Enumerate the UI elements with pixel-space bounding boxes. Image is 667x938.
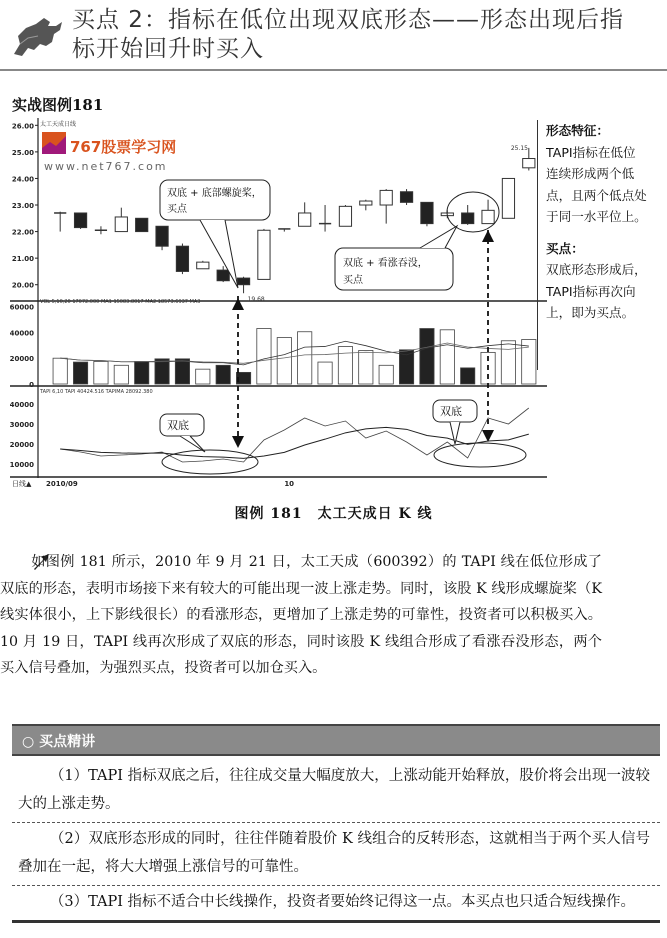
svg-text:双底 + 底部螺旋桨，: 双底 + 底部螺旋桨，: [167, 188, 262, 199]
svg-text:10000: 10000: [10, 461, 34, 469]
svg-text:21.00: 21.00: [11, 255, 34, 264]
svg-text:20.00: 20.00: [11, 281, 34, 290]
svg-text:26.00: 26.00: [11, 122, 34, 131]
svg-text:TAPI 6,10 TAPI 40424.516 TAPIM: TAPI 6,10 TAPI 40424.516 TAPIMA 28092.380: [40, 389, 153, 395]
svg-text:767股票学习网: 767股票学习网: [70, 138, 177, 156]
buy-line: 上，即为买点。: [546, 305, 635, 320]
page-header: [0, 0, 667, 72]
buy-title: 买点：: [546, 240, 584, 256]
point-item: （2）双底形态形成的同时，往往伴随着股价 K 线组合的反转形态，这就相当于两个买人信号叠加在一起，将大大增强上涨信号的可靠性。: [12, 823, 660, 886]
feature-line: 于同一水平位上。: [546, 209, 647, 224]
svg-text:日线▲: 日线▲: [12, 480, 32, 488]
title-line-2: 标开始回升时买入: [72, 36, 264, 62]
section-title: ○ 买点精讲: [22, 734, 96, 750]
case-title: 实战图例181: [12, 96, 104, 114]
svg-text:VOL 5,10,20 17072.000 MA1 1508: VOL 5,10,20 17072.000 MA1 15083.8017 MA2 18573.6937 MA3: [40, 299, 201, 305]
feature-title: 形态特征：: [546, 123, 609, 138]
figure-caption: 图例 181 太工天成日 K 线: [234, 506, 433, 522]
svg-text:24.00: 24.00: [11, 175, 34, 184]
page-title: [72, 6, 662, 64]
svg-text:20000: 20000: [10, 441, 34, 449]
point-item: （1）TAPI 指标双底之后，往往成交量大幅度放大，上涨动能开始释放，股价将会出现一波较大的上涨走势。: [12, 760, 660, 823]
svg-text:25.15: 25.15: [510, 144, 528, 152]
feature-line: TAPI指标在低位: [546, 144, 636, 160]
svg-text:30000: 30000: [10, 421, 34, 429]
header-divider: [0, 69, 667, 71]
svg-text:23.00: 23.00: [11, 202, 34, 211]
bull-icon: [10, 14, 66, 60]
svg-text:60000: 60000: [10, 303, 34, 312]
body-paragraph: 如图例 181 所示，2010 年 9 月 21 日，太工天成（600392）的 TAPI 线在低位形成了双底的形态，表明市场接下来有较大的可能出现一波上涨走势。同时，该股 K 线形成螺旋桨（K 线实体很小，上下影线很长）的看涨形态，更增加了上涨走势的可靠性，投资者可以积极买入。10 月 19 日，TAPI 线再次形成了双底的形态，同时该股 K 线组合形成了看涨吞没形态，两个买入信号叠加，为强烈买点，投资者可以加仓买入。: [0, 554, 602, 676]
svg-text:0: 0: [29, 381, 34, 389]
points-list: [12, 760, 660, 923]
svg-text:2010/09: 2010/09: [46, 480, 78, 488]
buy-line: TAPI指标再次向: [546, 283, 636, 299]
svg-text:双底: 双底: [440, 405, 462, 418]
title-line-1: 买点 2：指标在低位出现双底形态——形态出现后指: [72, 7, 624, 33]
svg-text:40000: 40000: [10, 329, 34, 338]
svg-text:双底 + 看涨吞没，: 双底 + 看涨吞没，: [343, 258, 428, 269]
svg-text:25.00: 25.00: [11, 148, 34, 157]
svg-text:www.net767.com: www.net767.com: [44, 160, 168, 173]
svg-text:10: 10: [284, 480, 295, 488]
svg-text:22.00: 22.00: [11, 228, 34, 237]
svg-text:买点: 买点: [343, 275, 363, 286]
feature-line: 连续形成两个低: [546, 166, 635, 181]
svg-text:40000: 40000: [10, 401, 34, 409]
svg-text:20000: 20000: [10, 355, 34, 364]
side-panel: [537, 120, 662, 370]
point-item: （3）TAPI 指标不适合中长线操作，投资者要始终记得这一点。本买点也只适合短线操作。: [12, 886, 660, 923]
svg-text:双底: 双底: [167, 419, 189, 432]
buy-line: 双底形态形成后，: [546, 262, 647, 277]
svg-text:太工天成日线: 太工天成日线: [40, 121, 77, 128]
feature-line: 点，且两个低点处: [546, 187, 647, 203]
section-bar: [12, 724, 660, 756]
svg-text:19.68: 19.68: [247, 296, 265, 304]
svg-text:买点: 买点: [167, 204, 187, 215]
